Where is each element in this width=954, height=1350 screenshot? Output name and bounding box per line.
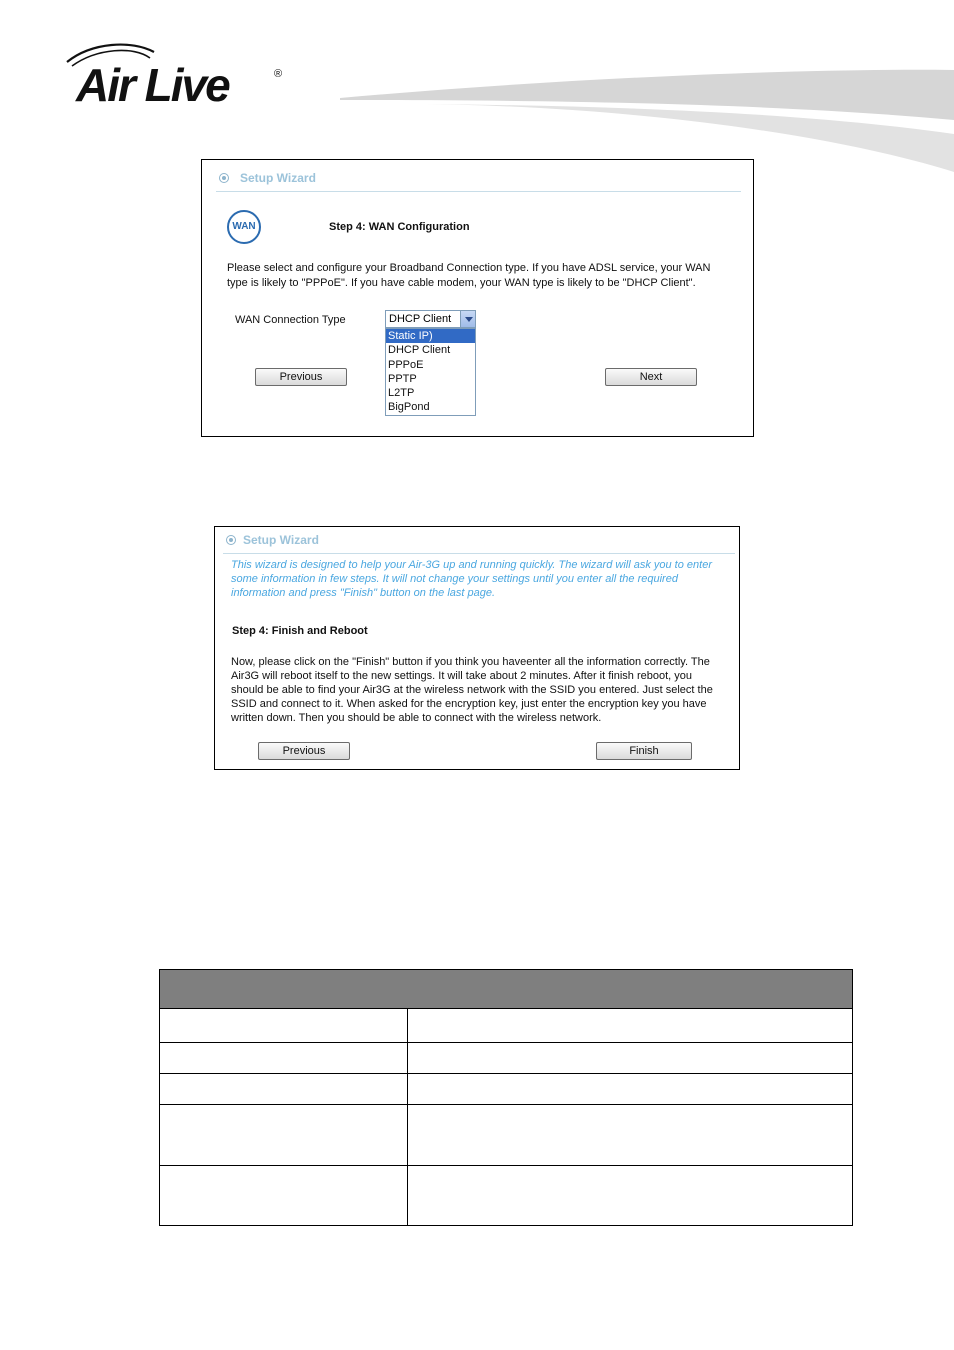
body-line-3: should be able to find your Air3G at the wireless network with the SSID you entered. Just select the (231, 684, 713, 696)
wizard-bullet-icon (226, 535, 236, 545)
table-row (160, 1043, 853, 1074)
intro-line-2: some information in few steps. It will not change your settings until you enter all the required (231, 573, 678, 585)
wan-connection-type-select[interactable] (385, 310, 476, 328)
option-pppoe[interactable]: PPPoE (388, 358, 424, 371)
wizard-intro (231, 558, 736, 600)
step-title: Step 4: Finish and Reboot (232, 625, 368, 637)
table-cell (408, 1074, 853, 1105)
description-line-1: Please select and configure your Broadband Connection type. If you have ADSL service, your WAN (227, 262, 711, 274)
wizard-title: Setup Wizard (240, 171, 316, 185)
option-pptp[interactable]: PPTP (388, 372, 417, 385)
table-header-row (160, 970, 853, 1009)
intro-line-1: This wizard is designed to help your Air-3G up and running quickly. The wizard will ask you to enter (231, 559, 712, 571)
table-cell (160, 1074, 408, 1105)
finish-reboot-panel (214, 526, 740, 770)
wan-icon: WAN (227, 210, 261, 244)
table-cell (408, 1009, 853, 1043)
logo-text: Air Live (76, 59, 229, 110)
finish-instructions (231, 655, 736, 725)
body-line-5: written down. Then you should be able to connect with the wireless network. (231, 712, 602, 724)
chevron-down-icon[interactable] (460, 311, 475, 327)
description-line-2: type is likely to "PPPoE". If you have cable modem, your WAN type is likely to be "DHCP Client". (227, 277, 696, 289)
table-row (160, 1074, 853, 1105)
step-title: Step 4: WAN Configuration (329, 221, 470, 233)
wizard-header (216, 167, 741, 192)
finish-button[interactable]: Finish (596, 742, 692, 760)
body-line-2: Air3G will reboot itself to the new settings. It will take about 2 minutes. After it finish reboot, you (231, 670, 693, 682)
previous-button[interactable]: Previous (255, 368, 347, 386)
table-cell (160, 1043, 408, 1074)
table-cell (160, 1166, 408, 1226)
wan-type-dropdown-list (385, 328, 476, 416)
table-cell (408, 1166, 853, 1226)
wizard-header (223, 529, 735, 554)
next-button[interactable]: Next (605, 368, 697, 386)
table-row (160, 1166, 853, 1226)
wan-connection-type-label: WAN Connection Type (235, 314, 346, 326)
table-cell (160, 1009, 408, 1043)
body-line-4: SSID and connect to it. When asked for the encryption key, just enter the encryption key you have (231, 698, 707, 710)
option-static-ip[interactable]: Static IP) (386, 329, 475, 343)
option-bigpond[interactable]: BigPond (388, 401, 430, 414)
table-header-cell (160, 970, 853, 1009)
table-cell (408, 1105, 853, 1166)
option-l2tp[interactable]: L2TP (388, 387, 415, 400)
select-value: DHCP Client (389, 313, 452, 325)
table-cell (408, 1043, 853, 1074)
table-row (160, 1105, 853, 1166)
settings-table (159, 969, 853, 1226)
option-dhcp-client[interactable]: DHCP Client (388, 344, 451, 357)
registered-mark: ® (274, 68, 283, 80)
table-row (160, 1009, 853, 1043)
airlive-logo (62, 40, 292, 110)
body-line-1: Now, please click on the "Finish" button if you think you haveenter all the information correctly. The (231, 656, 710, 668)
previous-button[interactable]: Previous (258, 742, 350, 760)
intro-line-3: information and press "Finish" button on the last page. (231, 587, 496, 599)
wizard-title: Setup Wizard (243, 533, 319, 547)
table-cell (160, 1105, 408, 1166)
wizard-bullet-icon (219, 173, 229, 183)
wan-config-panel (201, 159, 754, 437)
